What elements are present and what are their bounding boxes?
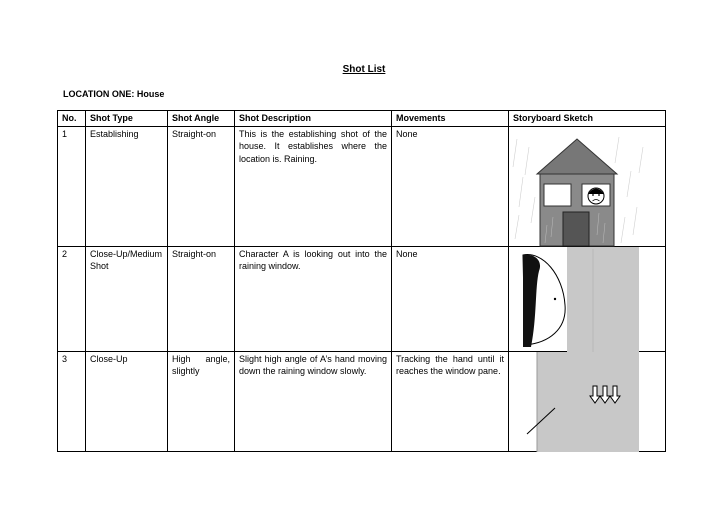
header-shot-angle: Shot Angle [168,111,235,127]
table-row [58,126,666,246]
location-heading: LOCATION ONE: House [63,89,165,99]
cell-no: 1 [58,126,86,246]
header-shot-type: Shot Type [86,111,168,127]
cell-storyboard-sketch [509,351,666,451]
cell-shot-angle: Straight-on [168,246,235,351]
table-row [58,246,666,351]
door-shape [563,212,589,246]
page-title: Shot List [342,64,386,75]
cell-description: This is the establishing shot of the house. It establishes where the location is. Raining. [235,126,392,246]
window-left [544,184,571,206]
cell-storyboard-sketch [509,126,666,246]
table-row [58,351,666,451]
header-storyboard-sketch: Storyboard Sketch [509,111,666,127]
cell-shot-type: Close-Up [86,351,168,451]
cell-shot-type: Close-Up/Medium Shot [86,246,168,351]
cell-movements: Tracking the hand until it reaches the window pane. [392,351,509,451]
character-at-window-sketch [509,247,666,352]
cell-no: 3 [58,351,86,451]
house-in-rain-sketch [509,127,666,247]
down-arrows-icon [590,386,620,403]
hand-on-window-sketch [509,352,666,452]
cell-shot-angle: Straight-on [168,126,235,246]
cell-movements: None [392,126,509,246]
cell-description: Slight high angle of A’s hand moving down the raining window slowly. [235,351,392,451]
header-no: No. [58,111,86,127]
cell-shot-angle: High angle, slightly [168,351,235,451]
header-movements: Movements [392,111,509,127]
cell-storyboard-sketch [509,246,666,351]
window-pane-shape [537,352,639,452]
roof-shape [537,139,617,174]
window-pane-shape [567,247,639,352]
table-header-row [58,111,666,127]
cell-no: 2 [58,246,86,351]
cell-shot-type: Establishing [86,126,168,246]
header-shot-description: Shot Description [235,111,392,127]
shot-list-table [57,110,666,452]
cell-movements: None [392,246,509,351]
cell-description: Character A is looking out into the raining window. [235,246,392,351]
